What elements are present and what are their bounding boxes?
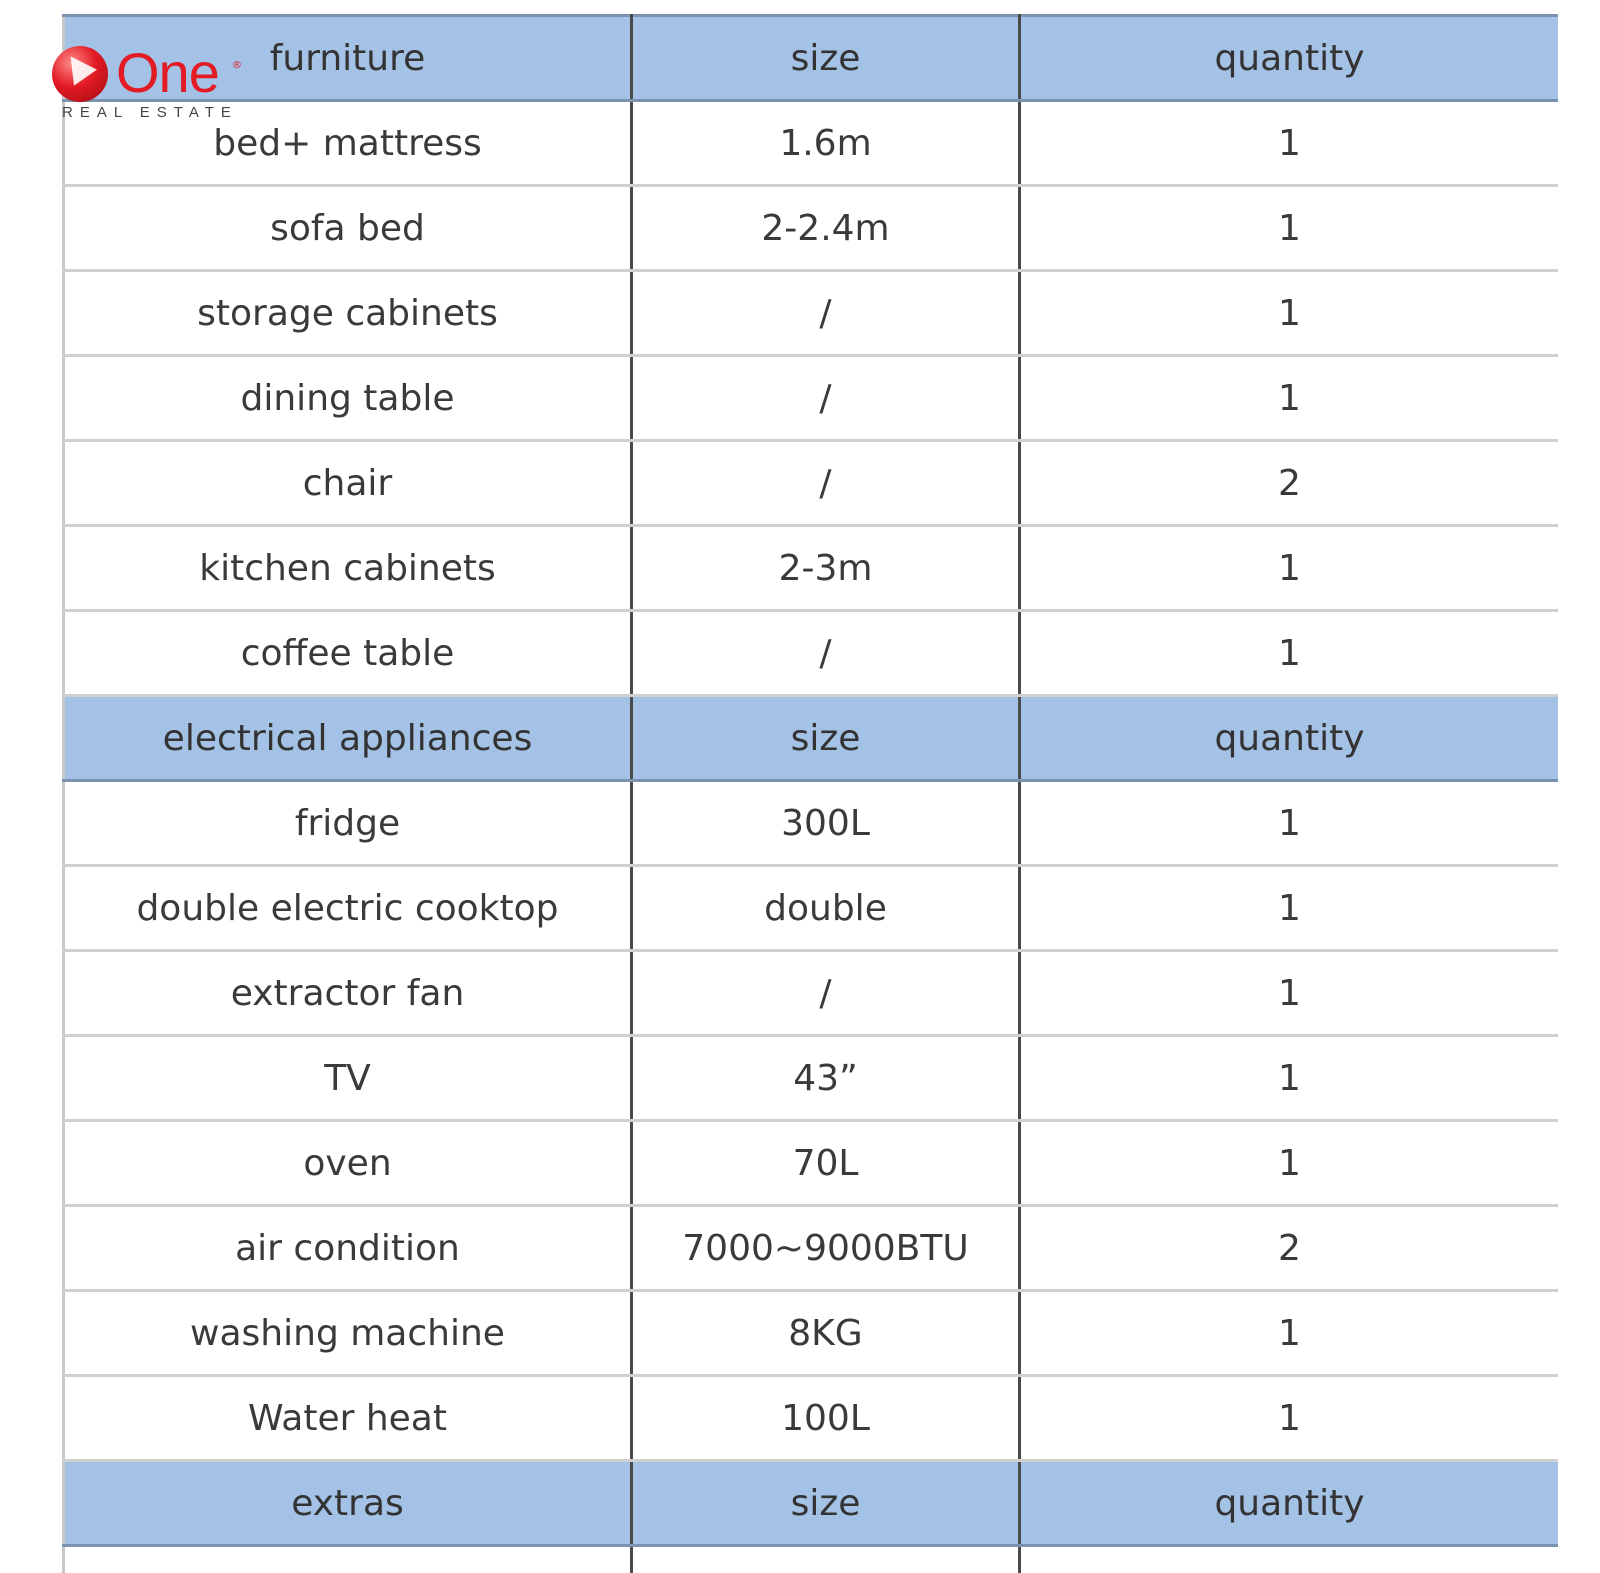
size-cell [632, 1546, 1020, 1573]
quantity-cell: 1 [1020, 1036, 1559, 1121]
item-name-cell: storage cabinets [64, 271, 632, 356]
quantity-cell: 1 [1020, 271, 1559, 356]
item-name-cell: bed+ mattress [64, 101, 632, 186]
table-row [64, 781, 1559, 866]
table-row [64, 271, 1559, 356]
one-real-estate-logo [52, 41, 252, 126]
item-name-cell: chair [64, 441, 632, 526]
column-header: electrical appliances [64, 696, 632, 781]
size-cell: 70L [632, 1121, 1020, 1206]
quantity-cell: 1 [1020, 611, 1559, 696]
item-name-cell: fridge [64, 781, 632, 866]
column-header: quantity [1020, 16, 1559, 101]
size-cell: / [632, 951, 1020, 1036]
size-cell: 43” [632, 1036, 1020, 1121]
column-header: quantity [1020, 696, 1559, 781]
item-name-cell: coffee table [64, 611, 632, 696]
section-header-furniture [64, 16, 1559, 101]
item-name-cell: Water heat [64, 1376, 632, 1461]
logo-wordmark: One [116, 41, 219, 104]
table-row [64, 186, 1559, 271]
table-row [64, 866, 1559, 951]
size-cell: 1.6m [632, 101, 1020, 186]
size-cell: 2-2.4m [632, 186, 1020, 271]
table-row [64, 101, 1559, 186]
table-row [64, 951, 1559, 1036]
item-name-cell [64, 1546, 632, 1573]
size-cell: / [632, 611, 1020, 696]
column-header: extras [64, 1461, 632, 1546]
table-row [64, 1121, 1559, 1206]
item-name-cell: TV [64, 1036, 632, 1121]
table-row [64, 1376, 1559, 1461]
quantity-cell [1020, 1546, 1559, 1573]
quantity-cell: 1 [1020, 1121, 1559, 1206]
table-row [64, 1291, 1559, 1376]
size-cell: / [632, 356, 1020, 441]
table-row [64, 441, 1559, 526]
size-cell: 100L [632, 1376, 1020, 1461]
table-row [64, 526, 1559, 611]
logo-registered-mark: ® [232, 60, 242, 71]
item-name-cell: kitchen cabinets [64, 526, 632, 611]
column-header: furniture [64, 16, 632, 101]
size-cell: / [632, 441, 1020, 526]
quantity-cell: 1 [1020, 526, 1559, 611]
quantity-cell: 2 [1020, 441, 1559, 526]
quantity-cell: 2 [1020, 1206, 1559, 1291]
column-header: size [632, 16, 1020, 101]
quantity-cell: 1 [1020, 186, 1559, 271]
section-header-electrical-appliances [64, 696, 1559, 781]
table-row [64, 1546, 1559, 1573]
item-name-cell: double electric cooktop [64, 866, 632, 951]
item-name-cell: oven [64, 1121, 632, 1206]
size-cell: 300L [632, 781, 1020, 866]
size-cell: 8KG [632, 1291, 1020, 1376]
logo-tagline: REAL ESTATE [62, 104, 238, 121]
quantity-cell: 1 [1020, 781, 1559, 866]
quantity-cell: 1 [1020, 866, 1559, 951]
column-header: size [632, 1461, 1020, 1546]
table-row [64, 611, 1559, 696]
item-name-cell: air condition [64, 1206, 632, 1291]
item-name-cell: sofa bed [64, 186, 632, 271]
inventory-table [62, 14, 1558, 1573]
quantity-cell: 1 [1020, 1291, 1559, 1376]
quantity-cell: 1 [1020, 356, 1559, 441]
size-cell: double [632, 866, 1020, 951]
column-header: quantity [1020, 1461, 1559, 1546]
table-row [64, 1036, 1559, 1121]
size-cell: 2-3m [632, 526, 1020, 611]
quantity-cell: 1 [1020, 1376, 1559, 1461]
size-cell: / [632, 271, 1020, 356]
item-name-cell: extractor fan [64, 951, 632, 1036]
item-name-cell: dining table [64, 356, 632, 441]
item-name-cell: washing machine [64, 1291, 632, 1376]
section-header-extras [64, 1461, 1559, 1546]
quantity-cell: 1 [1020, 951, 1559, 1036]
logo-globe-icon [52, 46, 108, 102]
table-row [64, 356, 1559, 441]
inventory-table-wrapper [62, 14, 1558, 1573]
column-header: size [632, 696, 1020, 781]
table-row [64, 1206, 1559, 1291]
quantity-cell: 1 [1020, 101, 1559, 186]
size-cell: 7000~9000BTU [632, 1206, 1020, 1291]
